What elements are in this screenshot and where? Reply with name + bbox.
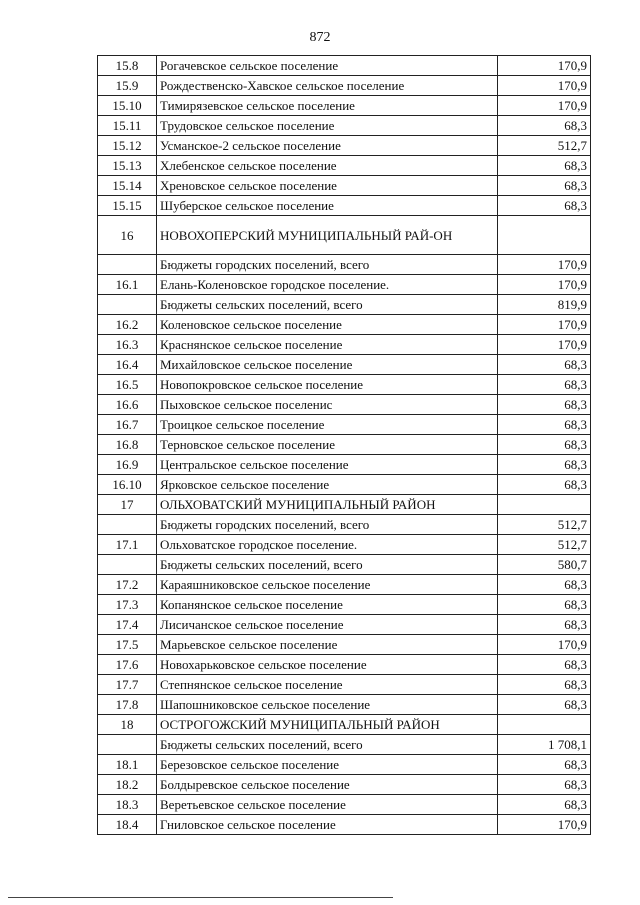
table-row bbox=[98, 735, 591, 755]
table-row bbox=[98, 635, 591, 655]
row-number: 15.12 bbox=[98, 136, 157, 156]
row-name: Лисичанское сельское поселение bbox=[157, 615, 498, 635]
row-number: 15.8 bbox=[98, 56, 157, 76]
row-number: 18 bbox=[98, 715, 157, 735]
row-number bbox=[98, 735, 157, 755]
row-name: Бюджеты сельских поселений, всего bbox=[157, 735, 498, 755]
row-number: 17.8 bbox=[98, 695, 157, 715]
row-name: Терновское сельское поселение bbox=[157, 435, 498, 455]
row-name: Бюджеты сельских поселений, всего bbox=[157, 555, 498, 575]
row-number: 16.10 bbox=[98, 475, 157, 495]
table-row bbox=[98, 255, 591, 275]
row-name: Краснянское сельское поселение bbox=[157, 335, 498, 355]
row-value: 512,7 bbox=[498, 515, 591, 535]
table-row bbox=[98, 335, 591, 355]
row-value: 170,9 bbox=[498, 56, 591, 76]
row-number: 17.5 bbox=[98, 635, 157, 655]
row-number: 16.7 bbox=[98, 415, 157, 435]
table-row bbox=[98, 575, 591, 595]
row-value: 170,9 bbox=[498, 76, 591, 96]
row-number bbox=[98, 295, 157, 315]
table-row bbox=[98, 455, 591, 475]
table-row bbox=[98, 355, 591, 375]
budget-table bbox=[97, 55, 591, 835]
bottom-rule bbox=[8, 897, 393, 898]
row-number: 16.1 bbox=[98, 275, 157, 295]
row-name: Михайловское сельское поселение bbox=[157, 355, 498, 375]
row-number: 17.6 bbox=[98, 655, 157, 675]
row-value: 68,3 bbox=[498, 395, 591, 415]
row-number: 17.2 bbox=[98, 575, 157, 595]
row-value: 819,9 bbox=[498, 295, 591, 315]
row-number: 18.4 bbox=[98, 815, 157, 835]
row-name: Пыховское сельское поселенис bbox=[157, 395, 498, 415]
budget-table-body bbox=[98, 56, 591, 835]
row-name: Караяшниковское сельское поселение bbox=[157, 575, 498, 595]
row-number bbox=[98, 515, 157, 535]
row-value: 170,9 bbox=[498, 815, 591, 835]
table-row bbox=[98, 76, 591, 96]
page-number: 872 bbox=[309, 30, 331, 45]
row-name: Рогачевское сельское поселение bbox=[157, 56, 498, 76]
table-row bbox=[98, 375, 591, 395]
row-value: 68,3 bbox=[498, 655, 591, 675]
row-value: 68,3 bbox=[498, 675, 591, 695]
table-row bbox=[98, 116, 591, 136]
table-row bbox=[98, 196, 591, 216]
row-number: 16.9 bbox=[98, 455, 157, 475]
row-name: Степнянское сельское поселение bbox=[157, 675, 498, 695]
row-number: 17 bbox=[98, 495, 157, 515]
table-row bbox=[98, 395, 591, 415]
row-name: Трудовское сельское поселение bbox=[157, 116, 498, 136]
table-row bbox=[98, 655, 591, 675]
row-name: Бюджеты городских поселений, всего bbox=[157, 515, 498, 535]
row-value: 68,3 bbox=[498, 176, 591, 196]
table-row bbox=[98, 675, 591, 695]
table-row bbox=[98, 56, 591, 76]
row-number: 15.15 bbox=[98, 196, 157, 216]
row-number: 17.3 bbox=[98, 595, 157, 615]
row-name: Гниловское сельское поселение bbox=[157, 815, 498, 835]
row-value: 68,3 bbox=[498, 455, 591, 475]
row-name: Ярковское сельское поселение bbox=[157, 475, 498, 495]
row-value: 580,7 bbox=[498, 555, 591, 575]
row-number: 15.10 bbox=[98, 96, 157, 116]
row-value bbox=[498, 495, 591, 515]
row-number: 15.9 bbox=[98, 76, 157, 96]
row-name: Тимирязевское сельское поселение bbox=[157, 96, 498, 116]
row-name: ОСТРОГОЖСКИЙ МУНИЦИПАЛЬНЫЙ РАЙОН bbox=[157, 715, 498, 735]
table-row bbox=[98, 775, 591, 795]
row-value: 68,3 bbox=[498, 755, 591, 775]
row-name: Хреновское сельское поселение bbox=[157, 176, 498, 196]
row-value bbox=[498, 715, 591, 735]
row-name: Шапошниковское сельское поселение bbox=[157, 695, 498, 715]
table-row bbox=[98, 535, 591, 555]
table-row bbox=[98, 96, 591, 116]
row-number: 17.7 bbox=[98, 675, 157, 695]
row-number: 16.6 bbox=[98, 395, 157, 415]
row-value: 170,9 bbox=[498, 335, 591, 355]
table-row bbox=[98, 156, 591, 176]
row-value: 170,9 bbox=[498, 255, 591, 275]
row-value: 68,3 bbox=[498, 116, 591, 136]
row-value: 170,9 bbox=[498, 315, 591, 335]
row-name: Ольховатское городское поселение. bbox=[157, 535, 498, 555]
row-number bbox=[98, 555, 157, 575]
row-value: 68,3 bbox=[498, 355, 591, 375]
row-name: Коленовское сельское поселение bbox=[157, 315, 498, 335]
table-row bbox=[98, 515, 591, 535]
row-value: 68,3 bbox=[498, 575, 591, 595]
table-row bbox=[98, 475, 591, 495]
table-row bbox=[98, 295, 591, 315]
table-row bbox=[98, 275, 591, 295]
table-row bbox=[98, 815, 591, 835]
row-value: 68,3 bbox=[498, 415, 591, 435]
row-name: НОВОХОПЕРСКИЙ МУНИЦИПАЛЬНЫЙ РАЙ-ОН bbox=[157, 216, 498, 255]
row-value: 68,3 bbox=[498, 595, 591, 615]
row-value: 68,3 bbox=[498, 795, 591, 815]
row-value: 68,3 bbox=[498, 196, 591, 216]
row-number: 16.5 bbox=[98, 375, 157, 395]
row-name: Елань-Коленовское городское поселение. bbox=[157, 275, 498, 295]
row-value: 170,9 bbox=[498, 275, 591, 295]
table-row bbox=[98, 715, 591, 735]
row-name: Березовское сельское поселение bbox=[157, 755, 498, 775]
row-name: Усманское-2 сельское поселение bbox=[157, 136, 498, 156]
row-value: 170,9 bbox=[498, 635, 591, 655]
row-number: 16.4 bbox=[98, 355, 157, 375]
row-name: Веретьевское сельское поселение bbox=[157, 795, 498, 815]
row-number: 18.2 bbox=[98, 775, 157, 795]
row-number: 16 bbox=[98, 216, 157, 255]
table-row bbox=[98, 435, 591, 455]
row-value: 68,3 bbox=[498, 435, 591, 455]
row-value: 68,3 bbox=[498, 475, 591, 495]
table-row bbox=[98, 136, 591, 156]
row-number: 15.11 bbox=[98, 116, 157, 136]
table-row bbox=[98, 315, 591, 335]
row-name: ОЛЬХОВАТСКИЙ МУНИЦИПАЛЬНЫЙ РАЙОН bbox=[157, 495, 498, 515]
row-name: Новохарьковское сельское поселение bbox=[157, 655, 498, 675]
row-value: 1 708,1 bbox=[498, 735, 591, 755]
row-value: 68,3 bbox=[498, 375, 591, 395]
row-name: Центральское сельское поселение bbox=[157, 455, 498, 475]
row-value: 170,9 bbox=[498, 96, 591, 116]
row-name: Рождественско-Хавское сельское поселение bbox=[157, 76, 498, 96]
row-value: 68,3 bbox=[498, 156, 591, 176]
row-name: Хлебенское сельское поселение bbox=[157, 156, 498, 176]
row-name: Троицкое сельское поселение bbox=[157, 415, 498, 435]
table-row bbox=[98, 216, 591, 255]
row-name: Болдыревское сельское поселение bbox=[157, 775, 498, 795]
row-number: 16.2 bbox=[98, 315, 157, 335]
table-row bbox=[98, 176, 591, 196]
table-row bbox=[98, 695, 591, 715]
row-value bbox=[498, 216, 591, 255]
row-name: Шуберское сельское поселение bbox=[157, 196, 498, 216]
row-value: 512,7 bbox=[498, 535, 591, 555]
row-name: Бюджеты городских поселений, всего bbox=[157, 255, 498, 275]
row-number: 16.8 bbox=[98, 435, 157, 455]
table-row bbox=[98, 795, 591, 815]
table-row bbox=[98, 555, 591, 575]
row-number: 18.1 bbox=[98, 755, 157, 775]
row-value: 512,7 bbox=[498, 136, 591, 156]
row-number: 18.3 bbox=[98, 795, 157, 815]
table-row bbox=[98, 595, 591, 615]
table-row bbox=[98, 495, 591, 515]
table-row bbox=[98, 415, 591, 435]
row-value: 68,3 bbox=[498, 615, 591, 635]
row-number: 16.3 bbox=[98, 335, 157, 355]
row-value: 68,3 bbox=[498, 695, 591, 715]
table-row bbox=[98, 755, 591, 775]
row-value: 68,3 bbox=[498, 775, 591, 795]
row-number: 15.13 bbox=[98, 156, 157, 176]
row-number bbox=[98, 255, 157, 275]
row-number: 17.1 bbox=[98, 535, 157, 555]
table-row bbox=[98, 615, 591, 635]
row-name: Марьевское сельское поселение bbox=[157, 635, 498, 655]
row-name: Копанянское сельское поселение bbox=[157, 595, 498, 615]
row-name: Бюджеты сельских поселений, всего bbox=[157, 295, 498, 315]
row-number: 15.14 bbox=[98, 176, 157, 196]
row-name: Новопокровское сельское поселение bbox=[157, 375, 498, 395]
row-number: 17.4 bbox=[98, 615, 157, 635]
